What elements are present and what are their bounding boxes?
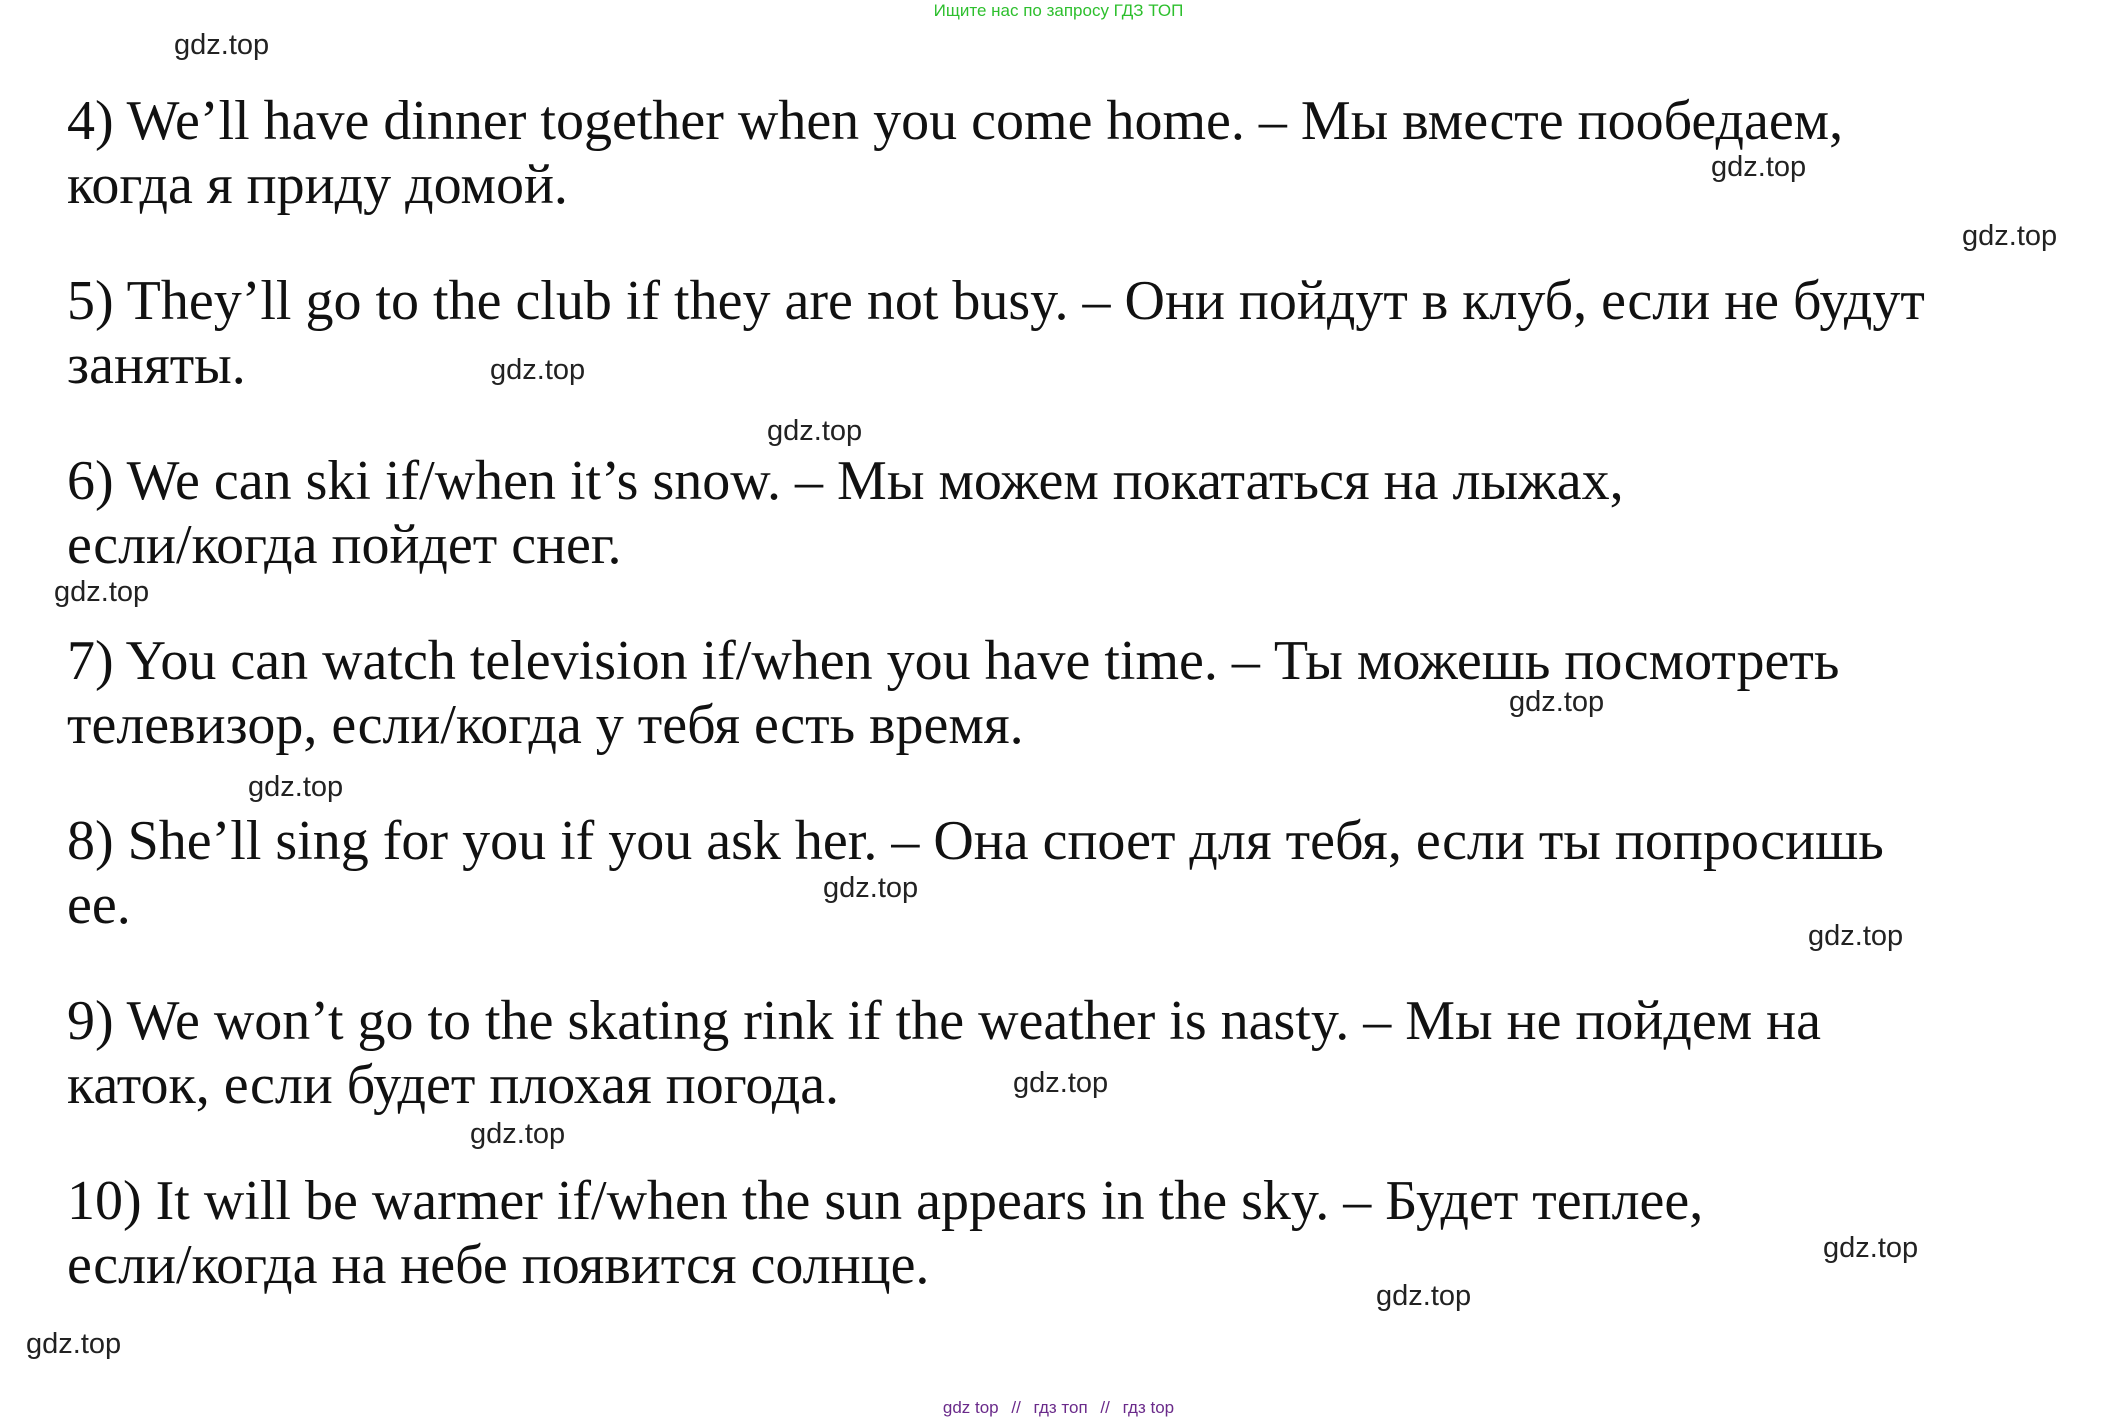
- watermark: gdz.top: [54, 576, 150, 608]
- sentence-4-line-1: 4) We’ll have dinner together when you come home. – Мы вместе пообедаем,: [67, 90, 1844, 152]
- footer-links: [0, 1398, 2117, 1418]
- sentence-4: [67, 89, 1843, 217]
- footer-link-gdz-top-ru[interactable]: гдз топ: [1033, 1398, 1088, 1417]
- sentence-9-line-1: 9) We won’t go to the skating rink if the weather is nasty. – Мы не пойдем на: [67, 990, 1821, 1052]
- footer-link-gdz-top[interactable]: gdz top: [942, 1398, 999, 1417]
- sentence-9: [67, 989, 1821, 1117]
- sentence-5-line-2: заняты.: [67, 334, 246, 396]
- footer-separator: //: [1011, 1398, 1021, 1417]
- sentence-5-line-1: 5) They’ll go to the club if they are not busy. – Они пойдут в клуб, если не будут: [67, 270, 1925, 332]
- footer-link-gdz-top-mixed[interactable]: гдз top: [1122, 1398, 1175, 1417]
- watermark: gdz.top: [1376, 1280, 1472, 1312]
- sentence-7-line-1: 7) You can watch television if/when you have time. – Ты можешь посмотреть: [67, 630, 1840, 692]
- watermark: gdz.top: [767, 415, 863, 447]
- sentence-10: [67, 1169, 1703, 1297]
- watermark: gdz.top: [470, 1118, 566, 1150]
- sentence-9-line-2: каток, если будет плохая погода.: [67, 1054, 840, 1116]
- watermark: gdz.top: [823, 872, 919, 904]
- sentence-8: [67, 809, 1884, 937]
- watermark: gdz.top: [1013, 1067, 1109, 1099]
- watermark: gdz.top: [26, 1328, 122, 1360]
- watermark: gdz.top: [248, 771, 344, 803]
- footer-separator: //: [1100, 1398, 1110, 1417]
- watermark: gdz.top: [1711, 151, 1807, 183]
- sentence-8-line-1: 8) She’ll sing for you if you ask her. – Она споет для тебя, если ты попросишь: [67, 810, 1884, 872]
- watermark: gdz.top: [490, 354, 586, 386]
- sentence-10-line-1: 10) It will be warmer if/when the sun appears in the sky. – Будет теплее,: [67, 1170, 1704, 1232]
- sentence-10-line-2: если/когда на небе появится солнце.: [67, 1234, 930, 1296]
- sentence-6: [67, 449, 1624, 577]
- sentence-8-line-2: ее.: [67, 874, 131, 936]
- sentence-6-line-1: 6) We can ski if/when it’s snow. – Мы можем покататься на лыжах,: [67, 450, 1624, 512]
- watermark: gdz.top: [1962, 220, 2058, 252]
- sentence-7-line-2: телевизор, если/когда у тебя есть время.: [67, 694, 1024, 756]
- sentence-4-line-2: когда я приду домой.: [67, 154, 568, 216]
- watermark: gdz.top: [1823, 1232, 1919, 1264]
- sentence-6-line-2: если/когда пойдет снег.: [67, 514, 622, 576]
- watermark: gdz.top: [174, 29, 270, 61]
- watermark: gdz.top: [1808, 920, 1904, 952]
- sentence-5: [67, 269, 1925, 397]
- watermark: gdz.top: [1509, 686, 1605, 718]
- top-banner: Ищите нас по запросу ГДЗ ТОП: [933, 1, 1184, 20]
